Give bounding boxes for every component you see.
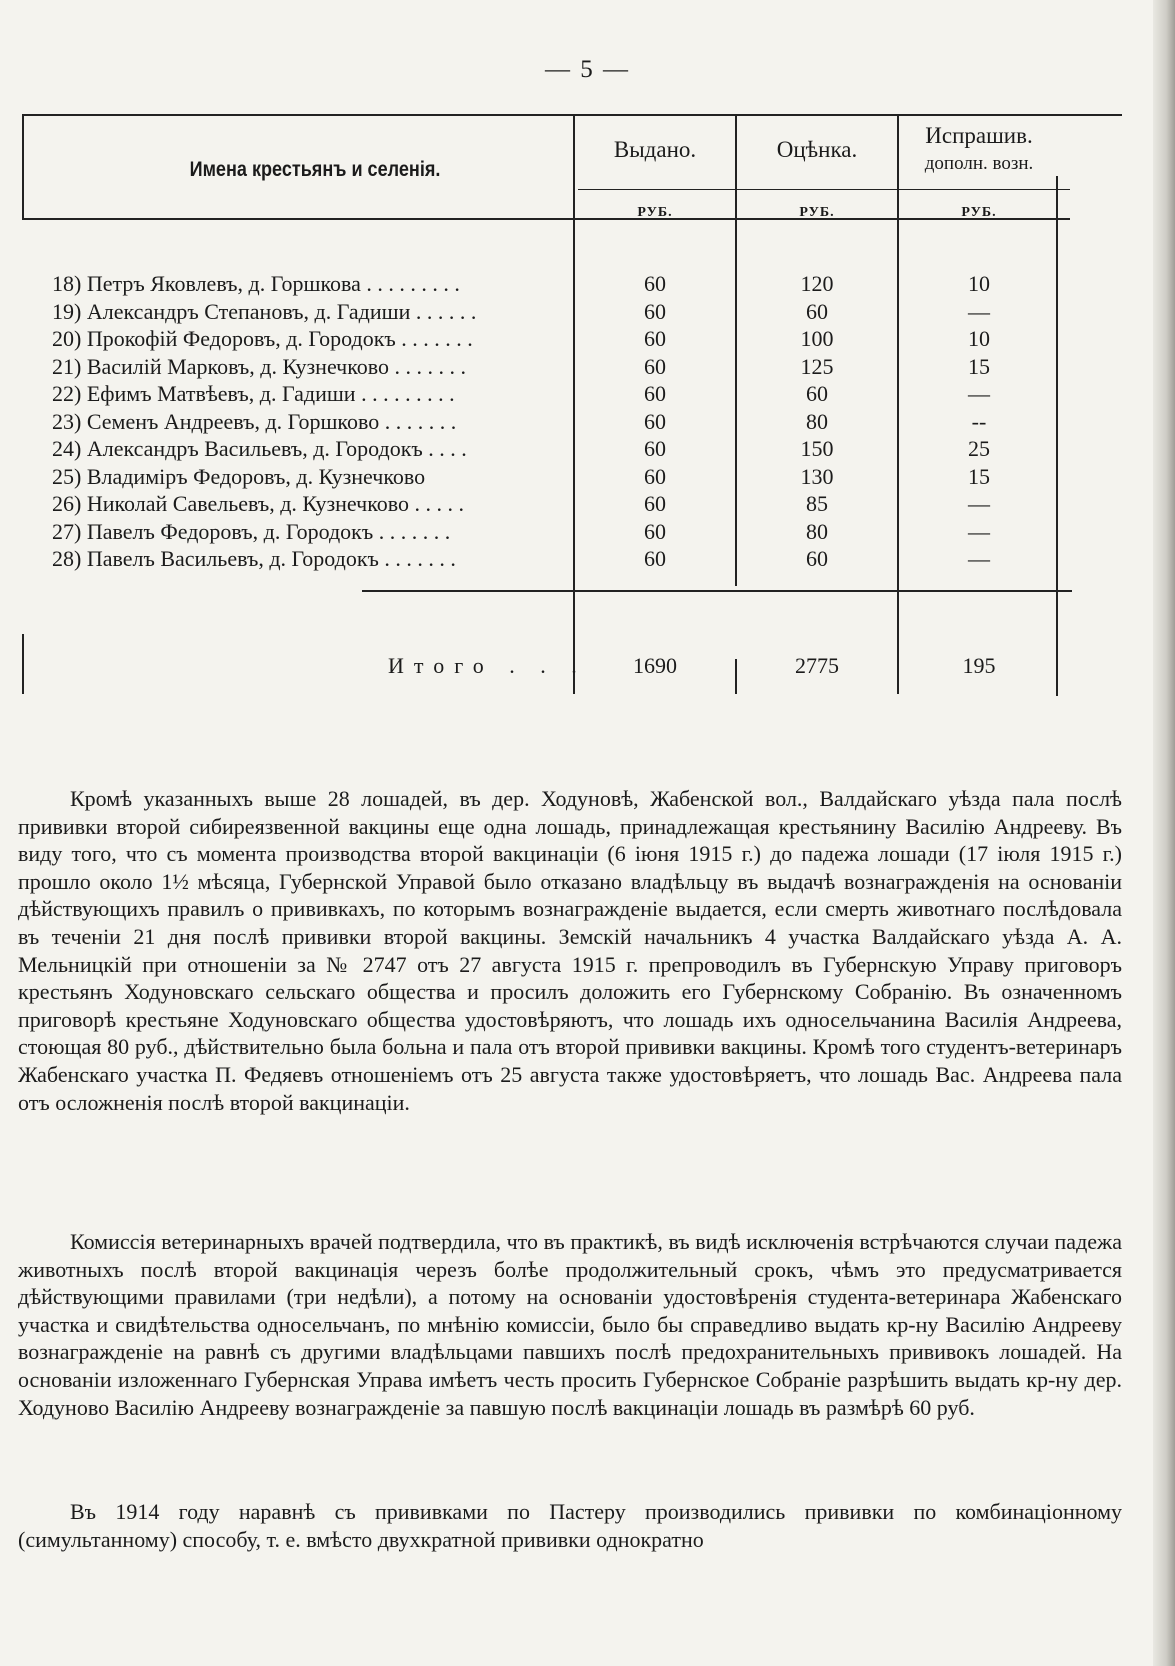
body-text xyxy=(18,1228,1122,1421)
row-extra: -- xyxy=(971,408,987,434)
row-issued: 60 xyxy=(644,546,666,571)
row-name: 26) Николай Савельевъ, д. Кузнечково . . . . . xyxy=(52,491,465,516)
header-unit-rule-right xyxy=(902,189,1070,190)
table-row xyxy=(22,490,1122,518)
table-row xyxy=(22,353,1122,381)
table-row xyxy=(22,518,1122,546)
page-edge-shadow xyxy=(1153,0,1175,1666)
header-estimate: Оцѣнка. xyxy=(776,137,858,162)
row-estimate: 100 xyxy=(800,326,834,351)
row-issued: 60 xyxy=(644,271,666,296)
table-row xyxy=(22,325,1122,353)
row-extra: — xyxy=(968,518,990,544)
header-requested-line2: дополн. возн. xyxy=(924,153,1034,174)
row-name: 21) Василій Марковъ, д. Кузнечково . . . . . . . xyxy=(52,353,467,379)
row-estimate: 85 xyxy=(806,491,828,516)
row-name: 19) Александръ Степановъ, д. Гадиши . . . . . . xyxy=(52,298,477,324)
row-estimate: 60 xyxy=(806,381,828,406)
row-estimate: 150 xyxy=(800,436,834,461)
row-issued: 60 xyxy=(644,381,666,406)
row-estimate: 60 xyxy=(806,298,828,324)
compensation-table xyxy=(22,114,1122,742)
total-label: Итого . . . xyxy=(388,653,587,678)
table-top-rule xyxy=(22,114,1122,116)
row-estimate: 80 xyxy=(806,408,828,434)
row-extra: 15 xyxy=(968,353,990,379)
row-name: 27) Павелъ Федоровъ, д. Городокъ . . . . . . . xyxy=(52,518,451,544)
row-name: 28) Павелъ Васильевъ, д. Городокъ . . . . . . . xyxy=(52,546,456,571)
row-issued: 60 xyxy=(644,436,666,461)
row-estimate: 80 xyxy=(806,518,828,544)
row-extra: — xyxy=(968,381,990,406)
row-estimate: 130 xyxy=(800,463,834,489)
row-estimate: 125 xyxy=(800,353,834,379)
total-extra: 195 xyxy=(962,653,996,678)
row-issued: 60 xyxy=(644,463,666,489)
table-row xyxy=(22,435,1122,463)
page-number: — 5 — xyxy=(545,56,630,83)
header-issued: Выдано. xyxy=(613,137,697,162)
row-issued: 60 xyxy=(644,491,666,516)
left-border-lower xyxy=(22,634,24,694)
row-estimate: 120 xyxy=(800,271,834,296)
row-extra: — xyxy=(968,298,990,324)
left-border xyxy=(22,114,24,220)
table-row xyxy=(22,545,1122,573)
total-issued: 1690 xyxy=(633,653,677,678)
row-issued: 60 xyxy=(644,326,666,351)
row-name: 20) Прокофій Федоровъ, д. Городокъ . . . . . . . xyxy=(52,326,473,351)
table-row xyxy=(22,270,1122,298)
header-unit-rule xyxy=(578,189,912,190)
row-extra: 10 xyxy=(968,271,990,296)
table-row xyxy=(22,463,1122,491)
unit-estimate: РУБ. xyxy=(799,205,835,220)
header-names: Имена крестьянъ и селенія. xyxy=(189,158,441,181)
row-extra: 25 xyxy=(968,436,990,461)
paragraph: Комиссія ветеринарныхъ врачей подтвердила, что въ практикѣ, въ видѣ исключенія встрѣчаются случаи падежа животныхъ послѣ второй вакцинація черезъ болѣе продолжительный срокъ, чѣмъ это предусматривается дѣйствующими правилами (три недѣли), а потому на основаніи удостовѣренія студента-ветеринара Жабенскаго участка и свидѣтельства односельчанъ, по мнѣнію комиссіи, было бы справедливо выдать кр-ну Василію Андрееву вознагражденіе на равнѣ съ другими владѣльцами павшихъ послѣ предохранительныхъ прививокъ лошадей. На основаніи изложеннаго Губернская Управа имѣетъ честь просить Губернское Собраніе разрѣшить выдать кр-ну дер. Ходуново Василію Андрееву вознагражденіе за павшую послѣ вакцинаціи лошадь въ размѣрѣ 60 руб. xyxy=(18,1229,1122,1420)
header-requested-line1: Испрашив. xyxy=(925,123,1033,148)
row-name: 25) Владиміръ Федоровъ, д. Кузнечково xyxy=(52,463,426,489)
row-name: 23) Семенъ Андреевъ, д. Горшково . . . . . . . xyxy=(52,408,457,434)
body-text xyxy=(18,785,1122,1116)
table-row xyxy=(22,298,1122,326)
row-name: 24) Александръ Васильевъ, д. Городокъ . . . . xyxy=(52,436,467,461)
total-estimate: 2775 xyxy=(795,653,839,678)
unit-issued: РУБ. xyxy=(637,205,673,220)
paragraph: Въ 1914 году наравнѣ съ прививками по Пастеру производились прививки по комбинаціонному (симультанному) способу, т. е. вмѣсто двухкратной прививки однократно xyxy=(18,1499,1122,1552)
row-issued: 60 xyxy=(644,353,666,379)
paragraph: Кромѣ указанныхъ выше 28 лошадей, въ дер. Ходуновѣ, Жабенской вол., Валдайскаго уѣзда пала послѣ прививки второй сибиреязвенной вакцины еще одна лошадь, принадлежащая крестьянину Василію Андрееву. Въ виду того, что съ момента производства второй вакцинаціи (6 іюня 1915 г.) до падежа лошади (17 іюля 1915 г.) прошло около 1½ мѣсяца, Губернской Управой было отказано владѣльцу въ выдачѣ вознагражденія на основаніи дѣйствующихъ правилъ о прививкахъ, по которымъ вознагражденіе выдается, если смерть животнаго послѣдовала въ теченіи 21 дня послѣ прививки второй вакцины. Земскій начальникъ 4 участка Валдайскаго уѣзда А. А. Мельницкій при отношеніи за № 2747 отъ 27 августа 1915 г. препроводилъ въ Губернскую Управу приговоръ крестьянъ Ходуновскаго сельскаго общества и просилъ доложить его Губернскому Собранію. Въ означенномъ приговорѣ крестьяне Ходуновскаго общества удостовѣряютъ, что лошадь ихъ односельчанина Василія Андреева, стоющая 80 руб., дѣйствительно была больна и пала отъ второй прививки вакцины. Кромѣ того студентъ-ветеринаръ Жабенскаго участка П. Федяевъ отношеніемъ отъ 25 августа также удостовѣряетъ, что лошадь Вас. Андреева пала отъ осложненія послѣ второй вакцинаціи. xyxy=(18,786,1122,1115)
row-extra: 15 xyxy=(968,463,990,489)
body-text xyxy=(18,1498,1122,1553)
unit-requested: РУБ. xyxy=(961,205,997,220)
total-rule xyxy=(362,590,1072,592)
row-extra: — xyxy=(968,546,990,571)
row-issued: 60 xyxy=(644,518,666,544)
row-name: 18) Петръ Яковлевъ, д. Горшкова . . . . . . . . . xyxy=(52,271,460,296)
row-extra: 10 xyxy=(968,326,990,351)
row-issued: 60 xyxy=(644,298,666,324)
row-estimate: 60 xyxy=(806,546,828,571)
table-row xyxy=(22,408,1122,436)
row-issued: 60 xyxy=(644,408,666,434)
row-extra: — xyxy=(968,491,990,516)
row-name: 22) Ефимъ Матвѣевъ, д. Гадиши . . . . . . . . . xyxy=(52,381,455,406)
table-row xyxy=(22,380,1122,408)
